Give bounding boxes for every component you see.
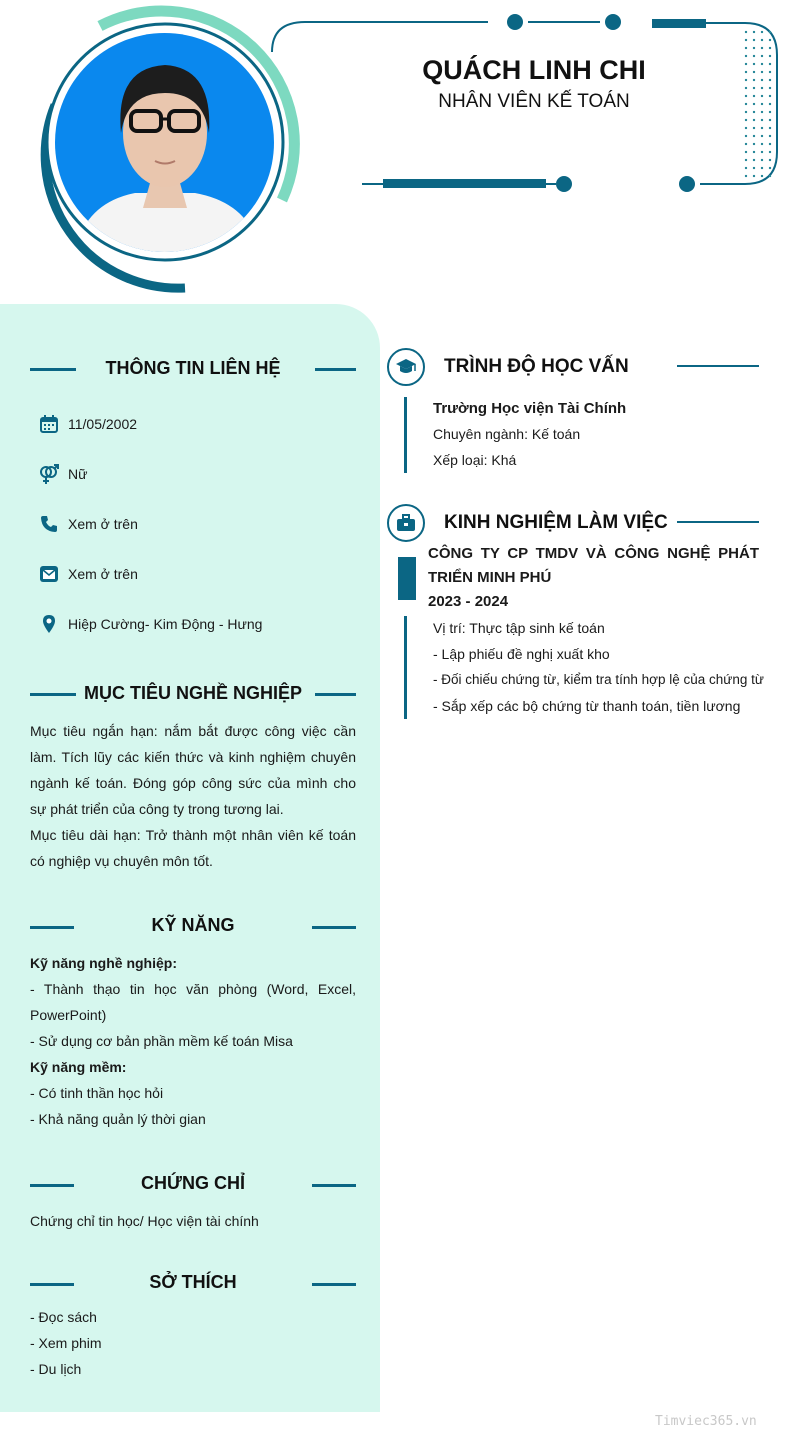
skill-item: - Sử dụng cơ bản phần mềm kế toán Misa bbox=[30, 1033, 293, 1049]
education-grade: Xếp loại: Khá bbox=[433, 452, 517, 468]
job-title: NHÂN VIÊN KẾ TOÁN bbox=[438, 91, 630, 112]
education-bar bbox=[404, 397, 407, 473]
section-rule bbox=[312, 926, 356, 929]
experience-line: Vị trí: Thực tập sinh kế toán bbox=[433, 620, 605, 636]
objective-short-term: Mục tiêu ngắn hạn: nắm bắt được công việc cần làm. Tích lũy các kiến thức và kinh nghiệm chuyên ngành kế toán. Đóng góp công sức của mình cho sự phát triển của công ty trong tương lai. bbox=[30, 723, 356, 817]
skills-soft-heading: Kỹ năng mềm: bbox=[30, 1059, 127, 1075]
experience-line: - Đối chiếu chứng từ, kiểm tra tính hợp lệ của chứng từ bbox=[433, 672, 764, 687]
graduation-cap-icon bbox=[387, 348, 425, 386]
hobbies-title: SỞ THÍCH bbox=[149, 1272, 237, 1292]
skill-item: - Khả năng quản lý thời gian bbox=[30, 1111, 206, 1127]
candidate-name: QUÁCH LINH CHI bbox=[422, 55, 646, 85]
hobbies-text bbox=[30, 1304, 356, 1382]
email-icon bbox=[38, 563, 60, 585]
section-rule bbox=[30, 926, 74, 929]
certificates-text bbox=[30, 1208, 356, 1234]
section-rule bbox=[315, 368, 356, 371]
certificate-item: Chứng chỉ tin học/ Học viện tài chính bbox=[30, 1213, 259, 1229]
objective-long-term: Mục tiêu dài hạn: Trở thành một nhân viên kế toán có nghiệp vụ chuyên môn tốt. bbox=[30, 827, 356, 869]
contact-title: THÔNG TIN LIÊN HỆ bbox=[105, 358, 281, 378]
email-text: Xem ở trên bbox=[68, 566, 138, 582]
location-icon bbox=[38, 613, 60, 635]
experience-line: - Lập phiếu đề nghị xuất kho bbox=[433, 646, 610, 662]
phone-text: Xem ở trên bbox=[68, 516, 138, 532]
watermark: Timviec365.vn bbox=[655, 1414, 757, 1429]
contact-address bbox=[38, 612, 262, 636]
experience-bar bbox=[404, 616, 407, 719]
section-rule bbox=[30, 1184, 74, 1187]
certificates-title: CHỨNG CHỈ bbox=[141, 1173, 245, 1193]
objective-title: MỤC TIÊU NGHỀ NGHIỆP bbox=[83, 683, 302, 703]
dot-pattern bbox=[742, 28, 772, 178]
person-silhouette bbox=[55, 33, 274, 252]
section-rule bbox=[30, 368, 76, 371]
section-rule bbox=[312, 1283, 356, 1286]
briefcase-icon bbox=[387, 504, 425, 542]
experience-period: 2023 - 2024 bbox=[428, 593, 509, 610]
contact-phone bbox=[38, 512, 138, 536]
experience-marker bbox=[398, 557, 416, 600]
gender-icon bbox=[38, 463, 60, 485]
section-rule bbox=[30, 1283, 74, 1286]
gender-text: Nữ bbox=[68, 466, 88, 482]
section-rule bbox=[312, 1184, 356, 1187]
skill-item: - Có tinh thần học hỏi bbox=[30, 1085, 164, 1101]
birthday-text: 11/05/2002 bbox=[68, 416, 138, 432]
calendar-icon bbox=[38, 413, 60, 435]
contact-birthday bbox=[38, 412, 137, 436]
section-rule bbox=[677, 521, 759, 523]
hobby-item: - Xem phim bbox=[30, 1335, 102, 1351]
skills-text bbox=[30, 950, 356, 1132]
education-school: Trường Học viện Tài Chính bbox=[433, 400, 627, 417]
contact-gender bbox=[38, 462, 87, 486]
education-major: Chuyên ngành: Kế toán bbox=[433, 426, 581, 442]
contact-email bbox=[38, 562, 138, 586]
skills-professional-heading: Kỹ năng nghề nghiệp: bbox=[30, 955, 177, 971]
hobby-item: - Du lịch bbox=[30, 1361, 82, 1377]
avatar bbox=[55, 33, 274, 252]
section-rule bbox=[315, 693, 356, 696]
section-rule bbox=[30, 693, 76, 696]
hobby-item: - Đọc sách bbox=[30, 1309, 97, 1325]
skills-title: KỸ NĂNG bbox=[151, 915, 235, 935]
phone-icon bbox=[38, 513, 60, 535]
experience-title: KINH NGHIỆM LÀM VIỆC bbox=[444, 512, 668, 533]
skill-item: - Thành thạo tin học văn phòng (Word, Excel, PowerPoint) bbox=[30, 981, 356, 1023]
education-title: TRÌNH ĐỘ HỌC VẤN bbox=[444, 356, 629, 377]
objective-text bbox=[30, 718, 356, 874]
experience-line: - Sắp xếp các bộ chứng từ thanh toán, tiền lương bbox=[433, 698, 741, 714]
address-text: Hiệp Cường- Kim Động - Hưng bbox=[68, 616, 263, 632]
section-rule bbox=[677, 365, 759, 367]
experience-company: CÔNG TY CP TMDV VÀ CÔNG NGHỆ PHÁT TRIỂN MINH PHÚ bbox=[428, 545, 759, 586]
